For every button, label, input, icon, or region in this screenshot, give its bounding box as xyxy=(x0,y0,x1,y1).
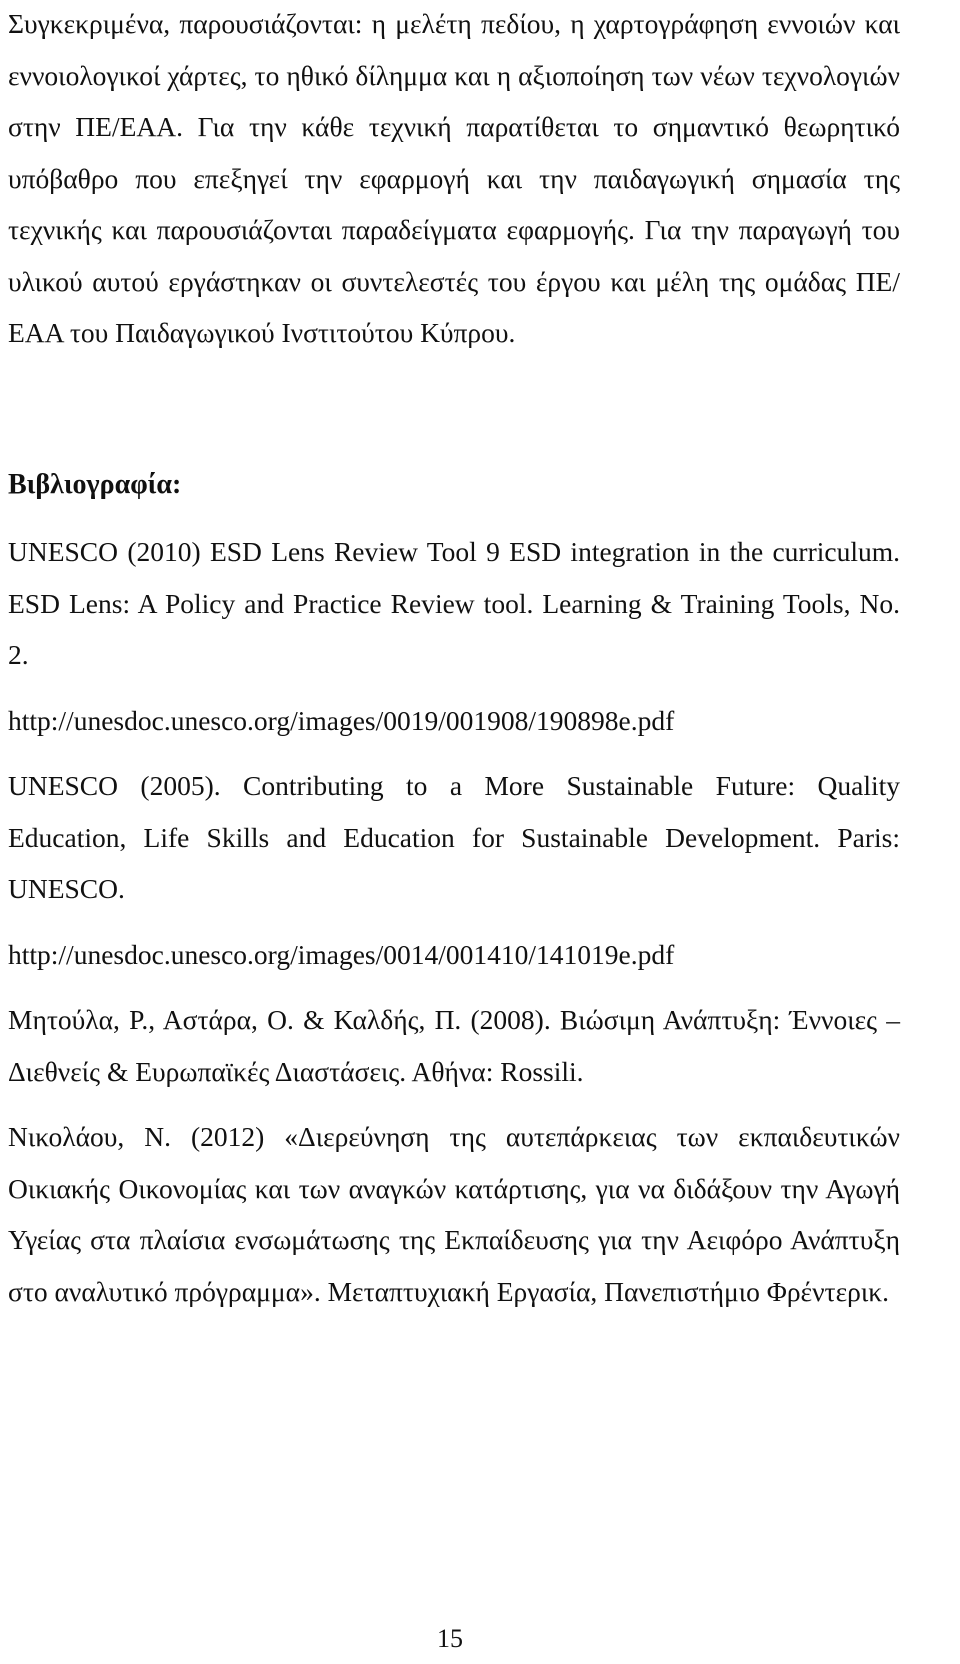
reference-item xyxy=(8,526,900,746)
reference-item xyxy=(8,1111,900,1317)
reference-list xyxy=(8,526,900,1317)
bibliography-heading: Βιβλιογραφία: xyxy=(8,468,182,500)
reference-text: Μητούλα, Ρ., Αστάρα, Ο. & Καλδής, Π. (2008). Βιώσιμη Ανάπτυξη: Έννοιες – Διεθνείς & Ευρωπαϊκές Διαστάσεις. Αθήνα: Rossili. xyxy=(8,1004,900,1087)
reference-text: Νικολάου, Ν. (2012) «Διερεύνηση της αυτεπάρκειας των εκπαιδευτικών Οικιακής Οικονομίας και των αναγκών κατάρτισης, για να διδάξουν την Αγωγή Υγείας στα πλαίσια ενσωμάτωσης της Εκπαίδευσης για την Αειφόρο Ανάπτυξη στο αναλυτικό πρόγραμμα». Μεταπτυχιακή Εργασία, Πανεπιστήμιο Φρέντερικ. xyxy=(8,1121,900,1307)
reference-url: http://unesdoc.unesco.org/images/0014/001410/141019e.pdf xyxy=(8,938,675,970)
document-page xyxy=(8,0,900,1331)
reference-text: UNESCO (2005). Contributing to a More Sustainable Future: Quality Education, Life Skills and Education for Sustainable Development. Paris: UNESCO. xyxy=(8,770,900,904)
reference-text: UNESCO (2010) ESD Lens Review Tool 9 ESD integration in the curriculum. ESD Lens: A Policy and Practice Review tool. Learning & Training Tools, No. 2. xyxy=(8,536,900,670)
reference-item xyxy=(8,760,900,980)
reference-item xyxy=(8,994,900,1097)
intro-paragraph: Συγκεκριμένα, παρουσιάζονται: η μελέτη πεδίου, η χαρτογράφηση εννοιών και εννοιολογικοί χάρτες, το ηθικό δίλημμα και η αξιοποίηση των νέων τεχνολογιών στην ΠΕ/ΕΑΑ. Για την κάθε τεχνική παρατίθεται το σημαντικό θεωρητικό υπόβαθρο που επεξηγεί την εφαρμογή και την παιδαγωγική σημασία της τεχνικής και παρουσιάζονται παραδείγματα εφαρμογής. Για την παραγωγή του υλικού αυτού εργάστηκαν οι συντελεστές του έργου και μέλη της ομάδας ΠΕ/ΕΑΑ του Παιδαγωγικού Ινστιτούτου Κύπρου. xyxy=(8,8,900,348)
reference-url: http://unesdoc.unesco.org/images/0019/001908/190898e.pdf xyxy=(8,704,675,736)
page-number: 15 xyxy=(437,1624,463,1653)
